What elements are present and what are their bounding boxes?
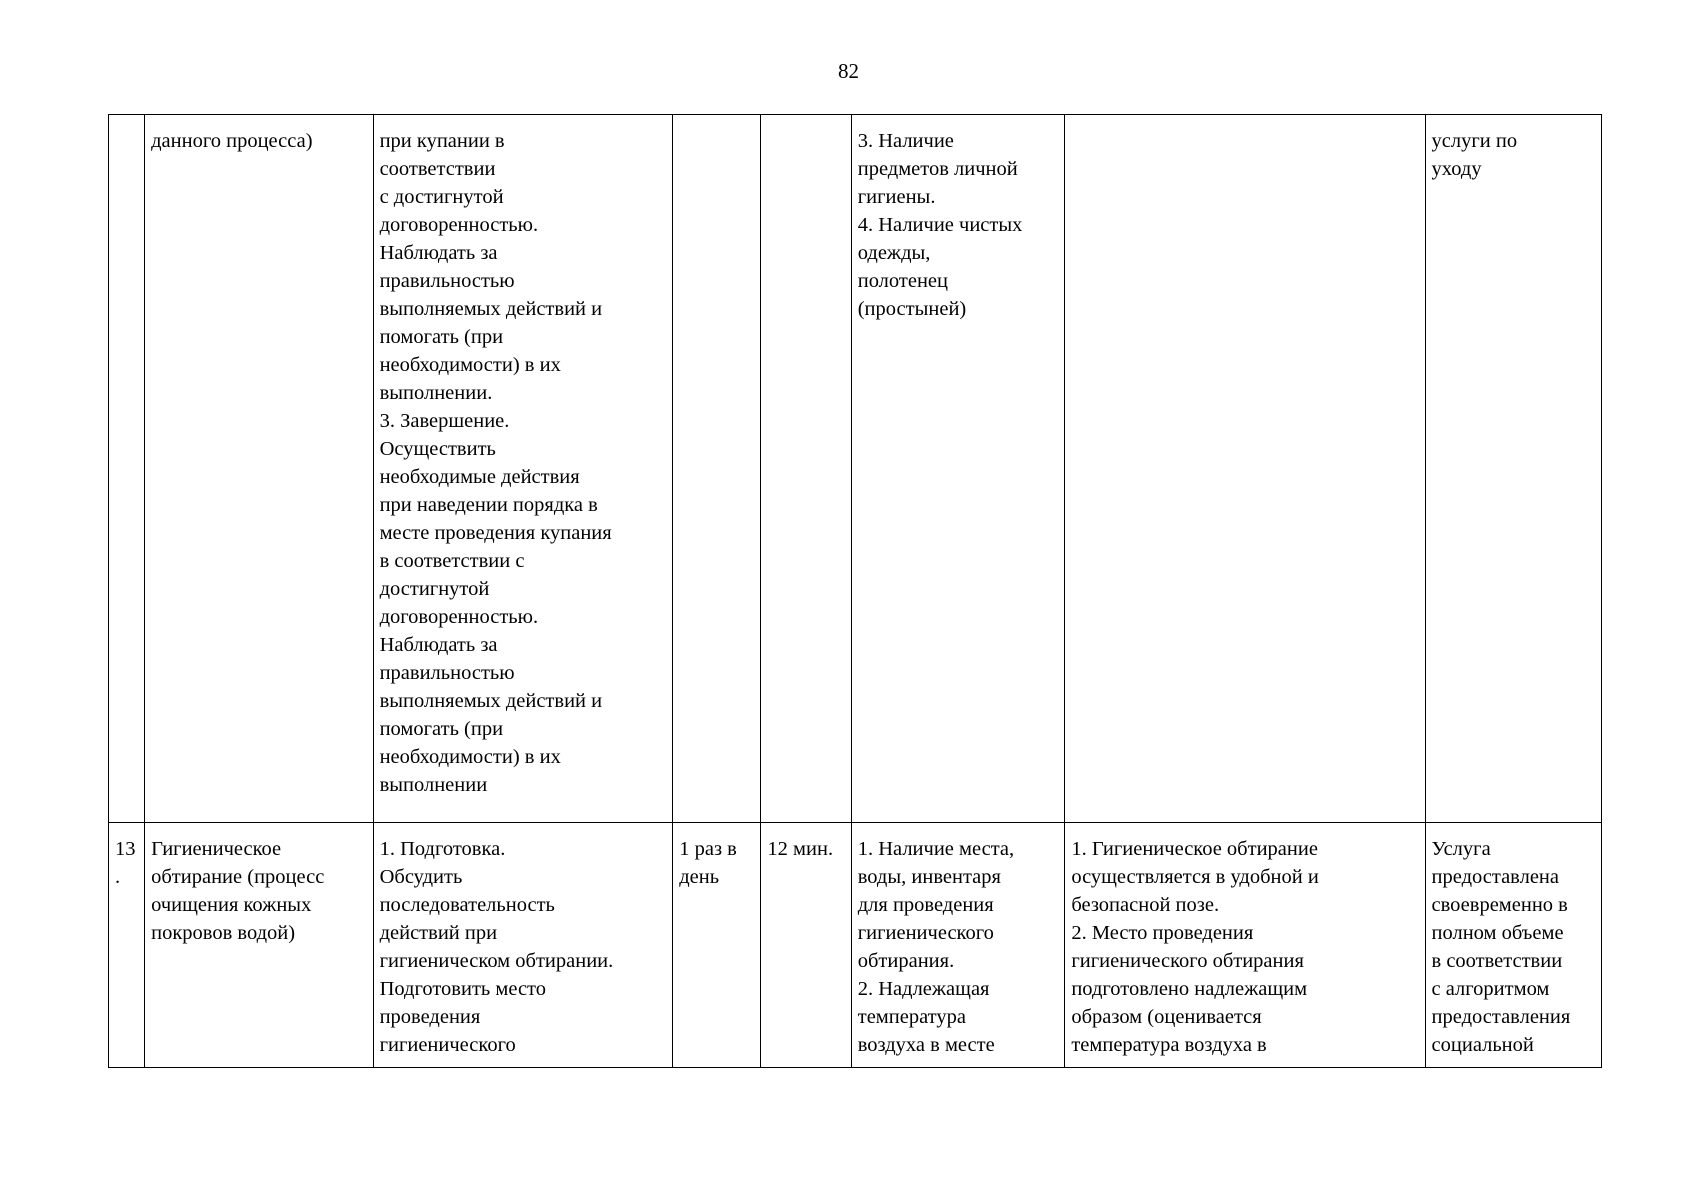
criteria-cell	[1065, 115, 1425, 823]
service-steps-cell	[373, 823, 673, 1068]
cell-line: социальной	[1431, 1034, 1534, 1056]
cell-line: своевременно в	[1431, 894, 1568, 916]
cell-line: в соответствии с	[379, 550, 525, 572]
cell-line: предоставлена	[1431, 866, 1559, 888]
criteria-cell	[1065, 823, 1425, 1068]
cell-line: полотенец	[857, 270, 948, 292]
cell-line: для проведения	[857, 894, 994, 916]
result-cell	[1425, 823, 1601, 1068]
cell-line: помогать (при	[379, 326, 504, 348]
cell-line: 12 мин.	[767, 838, 834, 860]
cell-line: Наблюдать за	[379, 634, 498, 656]
cell-line: Гигиеническое	[151, 838, 282, 860]
cell-line: действий при	[379, 922, 498, 944]
cell-line: гигиеническом обтирании.	[379, 950, 614, 972]
cell-line: (простыней)	[857, 298, 967, 320]
cell-line: 2. Надлежащая	[857, 978, 990, 1000]
cell-line: температура	[857, 1006, 966, 1028]
cell-line: договоренностью.	[379, 214, 539, 236]
cell-line: необходимости) в их	[379, 746, 561, 768]
cell-line: Подготовить место	[379, 978, 546, 1000]
cell-line: Обсудить	[379, 866, 463, 888]
frequency-cell	[673, 115, 761, 823]
service-steps-cell	[373, 115, 673, 823]
cell-line: воздуха в месте	[857, 1034, 995, 1056]
duration-cell	[761, 823, 851, 1068]
page-number: 82	[838, 59, 859, 83]
cell-line: правильностью	[379, 662, 515, 684]
cell-line: с достигнутой	[379, 186, 504, 208]
cell-line: выполняемых действий и	[379, 298, 603, 320]
table-row	[109, 115, 1602, 823]
cell-line: договоренностью.	[379, 606, 539, 628]
cell-line: температура воздуха в	[1071, 1034, 1267, 1056]
cell-line: безопасной позе.	[1071, 894, 1220, 916]
cell-line: в соответствии	[1431, 950, 1563, 972]
cell-line: 1. Гигиеническое обтирание	[1071, 838, 1318, 860]
cell-line: проведения	[379, 1006, 481, 1028]
cell-line: достигнутой	[379, 578, 490, 600]
cell-line: Услуга	[1431, 838, 1491, 860]
cell-line: гигиенического обтирания	[1071, 950, 1304, 972]
cell-line: с алгоритмом	[1431, 978, 1550, 1000]
table-row	[109, 823, 1602, 1068]
cell-line: 1 раз в	[679, 838, 737, 860]
cell-line: месте проведения купания	[379, 522, 612, 544]
cell-line: выполнении	[379, 774, 488, 796]
cell-line: необходимые действия	[379, 466, 580, 488]
cell-line: образом (оценивается	[1071, 1006, 1262, 1028]
cell-line: предметов личной	[857, 158, 1018, 180]
cell-line: очищения кожных	[151, 894, 312, 916]
cell-line: обтирание (процесс	[151, 866, 325, 888]
cell-line: 1. Наличие места,	[857, 838, 1015, 860]
duration-cell	[761, 115, 851, 823]
cell-line: обтирания.	[857, 950, 955, 972]
cell-line: одежды,	[857, 242, 931, 264]
cell-line: выполняемых действий и	[379, 690, 603, 712]
cell-line: помогать (при	[379, 718, 504, 740]
service-name-cell	[145, 823, 373, 1068]
cell-line: данного процесса)	[151, 130, 313, 152]
conditions-cell	[851, 823, 1065, 1068]
cell-line: 1. Подготовка.	[379, 838, 506, 860]
cell-line: гигиены.	[857, 186, 936, 208]
cell-line: выполнении.	[379, 382, 493, 404]
cell-line: Осуществить	[379, 438, 496, 460]
service-name-cell	[145, 115, 373, 823]
cell-line: уходу	[1431, 158, 1482, 180]
frequency-cell	[673, 823, 761, 1068]
cell-line: осуществляется в удобной и	[1071, 866, 1319, 888]
cell-line: при купании в	[379, 130, 505, 152]
cell-line: 4. Наличие чистых	[857, 214, 1023, 236]
service-table	[108, 114, 1602, 1068]
cell-line: услуги по	[1431, 130, 1518, 152]
cell-line: покровов водой)	[151, 922, 296, 944]
cell-line: воды, инвентаря	[857, 866, 1001, 888]
cell-line: правильностью	[379, 270, 515, 292]
cell-line: 3. Наличие	[857, 130, 954, 152]
row-number-cell: 13.	[109, 823, 145, 1068]
cell-line: последовательность	[379, 894, 555, 916]
cell-line: подготовлено надлежащим	[1071, 978, 1308, 1000]
cell-line: предоставления	[1431, 1006, 1571, 1028]
cell-line: Наблюдать за	[379, 242, 498, 264]
conditions-cell	[851, 115, 1065, 823]
cell-line: гигиенического	[379, 1034, 516, 1056]
cell-line: полном объеме	[1431, 922, 1564, 944]
cell-line: 3. Завершение.	[379, 410, 510, 432]
result-cell	[1425, 115, 1601, 823]
cell-line: 2. Место проведения	[1071, 922, 1254, 944]
cell-line: день	[679, 866, 720, 888]
row-number-cell	[109, 115, 145, 823]
cell-line: необходимости) в их	[379, 354, 561, 376]
cell-line: соответствии	[379, 158, 496, 180]
cell-line: при наведении порядка в	[379, 494, 598, 516]
cell-line: гигиенического	[857, 922, 994, 944]
